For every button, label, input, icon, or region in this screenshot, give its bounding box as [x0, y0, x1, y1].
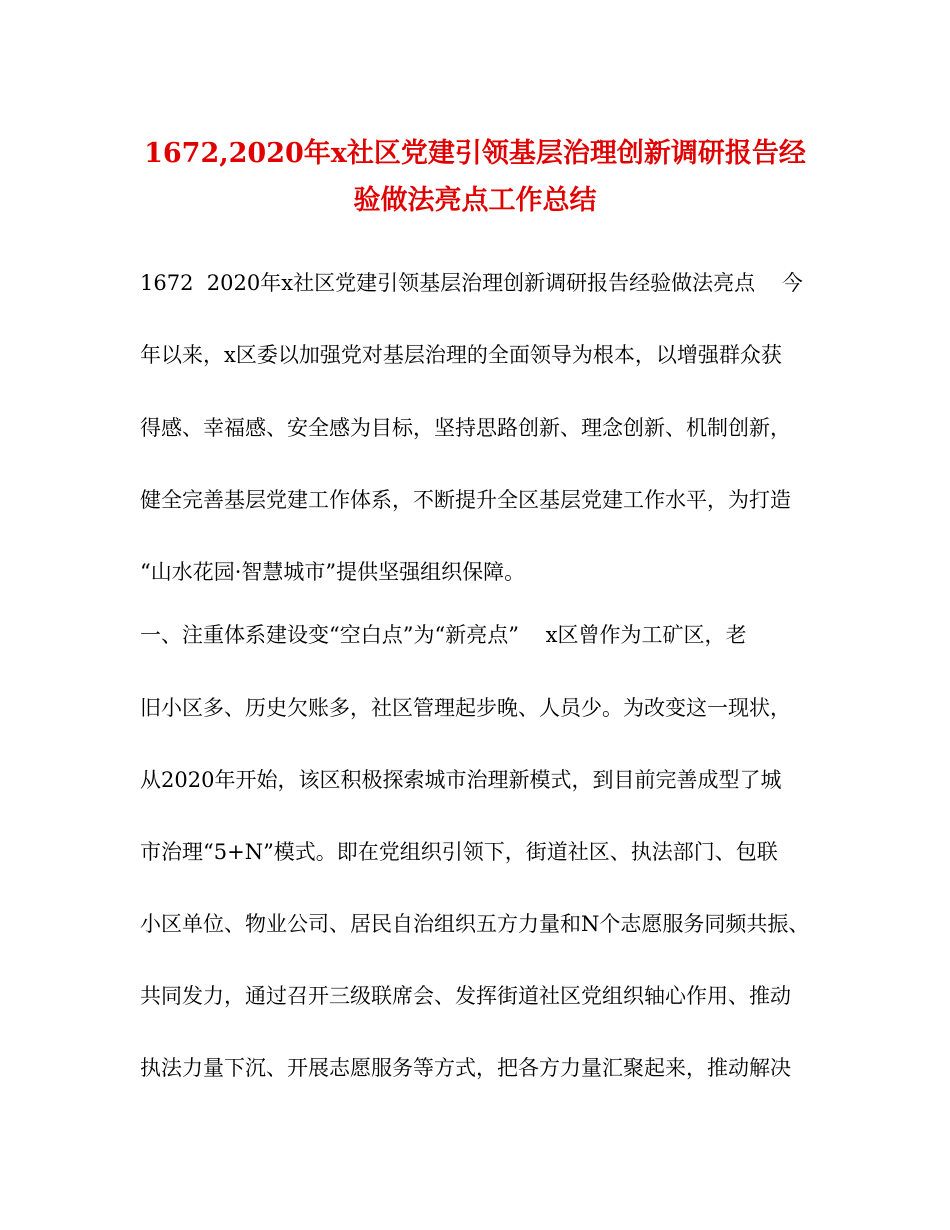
body-line-12: 执法力量下沉、开展志愿服务等方式，把各方力量汇聚起来，推动解决	[140, 1056, 791, 1080]
body-line-9: 市治理“5+N”模式。即在党组织引领下，街道社区、执法部门、包联	[140, 840, 778, 864]
body-line-4: 健全完善基层党建工作体系，不断提升全区基层党建工作水平，为打造	[140, 488, 791, 512]
body-line-11: 共同发力，通过召开三级联席会、发挥街道社区党组织轴心作用、推动	[140, 984, 791, 1008]
body-line-5: “山水花园·智慧城市”提供坚强组织保障。	[140, 560, 526, 584]
body-line-3: 得感、幸福感、安全感为目标，坚持思路创新、理念创新、机制创新，	[140, 416, 791, 440]
body-line-8: 从2020年开始，该区积极探索城市治理新模式，到目前完善成型了城	[140, 768, 782, 792]
body-line-2: 年以来，x区委以加强党对基层治理的全面领导为根本，以增强群众获	[140, 343, 782, 367]
body-line-6: 一、注重体系建设变“空白点”为“新亮点” x区曾作为工矿区，老	[140, 623, 747, 647]
document-title-line-2: 验做法亮点工作总结	[353, 185, 597, 216]
body-line-1: 1672 2020年x社区党建引领基层治理创新调研报告经验做法亮点 今	[140, 271, 803, 295]
body-line-10: 小区单位、物业公司、居民自治组织五方力量和N个志愿服务同频共振、	[140, 912, 810, 936]
document-title-line-1: 1672,2020年x社区党建引领基层治理创新调研报告经	[144, 138, 806, 169]
body-line-7: 旧小区多、历史欠账多，社区管理起步晚、人员少。为改变这一现状，	[140, 696, 791, 720]
